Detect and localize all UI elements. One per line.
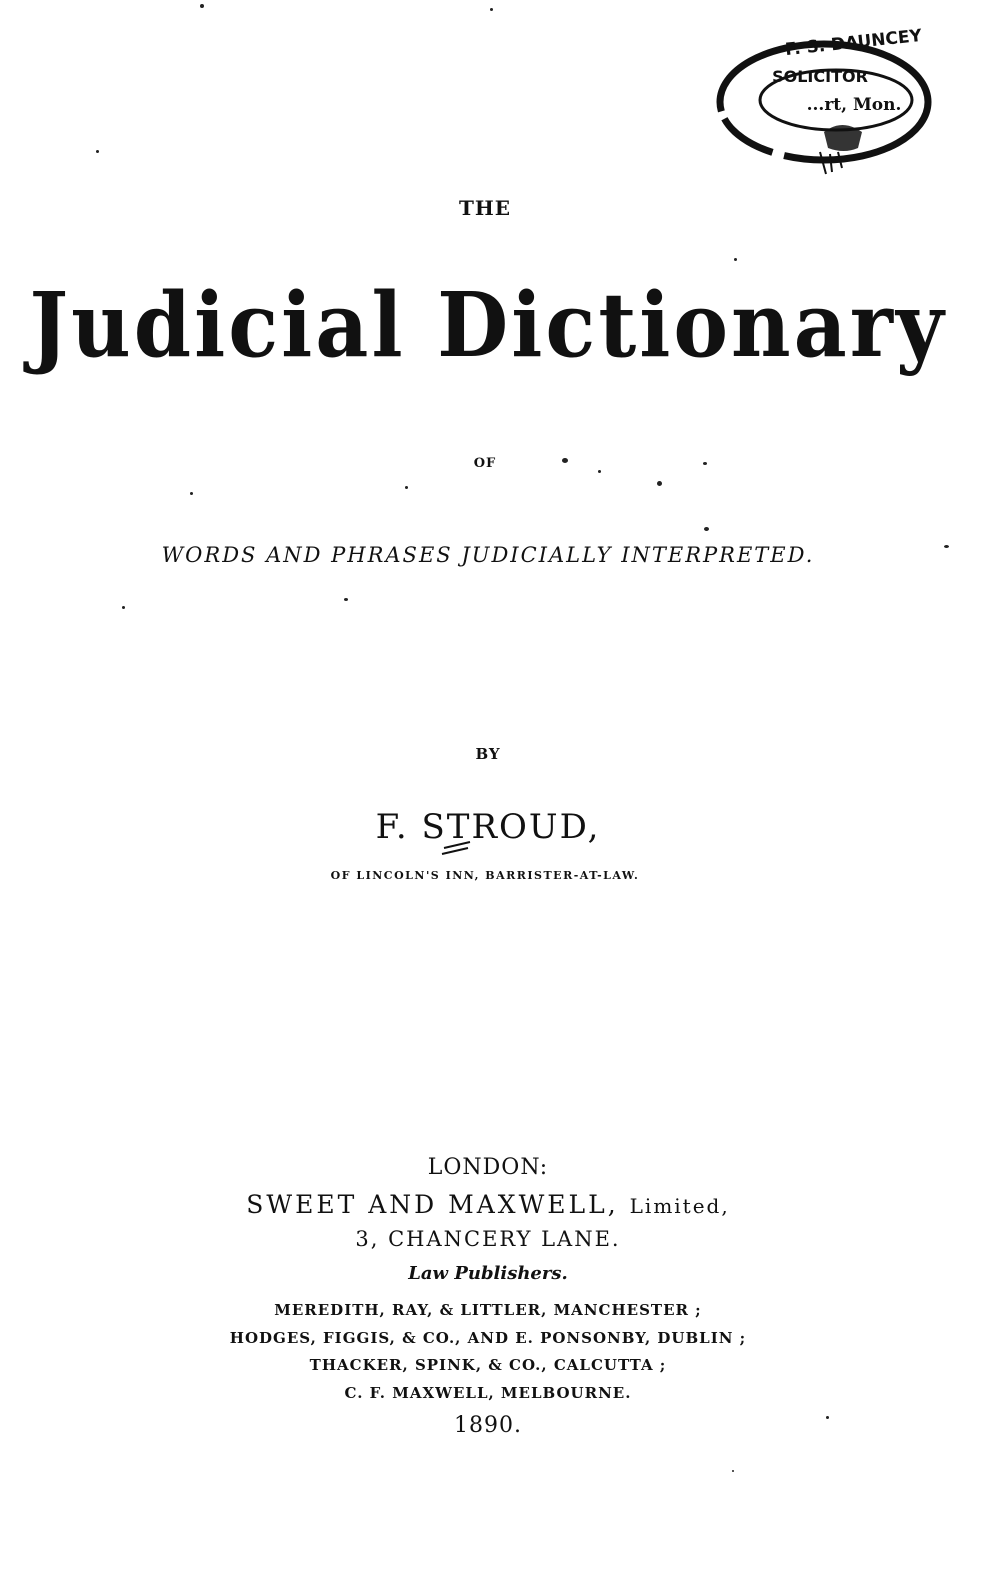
agent-line: MEREDITH, RAY, & LITTLER, MANCHESTER ; xyxy=(274,1301,702,1319)
author-name: F. STROUD, xyxy=(375,807,601,847)
agent-line: C. F. MAXWELL, MELBOURNE. xyxy=(344,1383,632,1402)
publication-year: 1890. xyxy=(454,1413,522,1438)
print-speck xyxy=(122,606,125,609)
stamp-name: F. S. DAUNCEY xyxy=(784,25,923,61)
publisher-suffix: Limited, xyxy=(629,1194,730,1218)
heading-the: THE xyxy=(458,196,512,220)
stamp-role: SOLICITOR xyxy=(772,67,868,86)
heading-of: OF xyxy=(473,456,497,471)
stamp-place: ...rt, Mon. xyxy=(806,95,902,115)
agents-list xyxy=(0,1297,988,1407)
publisher-address: 3, CHANCERY LANE. xyxy=(355,1227,621,1251)
owner-stamp xyxy=(704,24,944,194)
print-speck xyxy=(598,470,601,473)
print-speck xyxy=(826,1416,829,1419)
pencil-mark xyxy=(440,840,480,860)
publication-city: LONDON: xyxy=(427,1155,549,1180)
print-speck xyxy=(703,462,707,465)
print-speck xyxy=(562,458,568,463)
law-publishers-label: Law Publishers. xyxy=(408,1263,568,1284)
print-speck xyxy=(190,492,193,495)
publisher-main: SWEET AND MAXWELL, xyxy=(246,1190,619,1219)
heading-by: BY xyxy=(475,745,501,763)
agent-line: THACKER, SPINK, & CO., CALCUTTA ; xyxy=(309,1356,667,1374)
book-title: Judicial Dictionary xyxy=(29,274,947,378)
author-affiliation: OF LINCOLN'S INN, BARRISTER-AT-LAW. xyxy=(330,869,640,882)
print-speck xyxy=(96,150,99,153)
print-speck xyxy=(734,258,737,261)
print-speck xyxy=(200,4,204,8)
publisher-name xyxy=(0,1190,988,1219)
agent-line: HODGES, FIGGIS, & CO., AND E. PONSONBY, DUBLIN ; xyxy=(229,1328,747,1347)
print-speck xyxy=(405,486,408,489)
print-speck xyxy=(344,598,348,601)
print-speck xyxy=(944,545,949,548)
print-speck xyxy=(490,8,493,11)
print-speck xyxy=(732,1470,734,1472)
book-subtitle: WORDS AND PHRASES JUDICIALLY INTERPRETED. xyxy=(161,543,815,567)
print-speck xyxy=(657,481,662,486)
print-speck xyxy=(704,527,709,531)
